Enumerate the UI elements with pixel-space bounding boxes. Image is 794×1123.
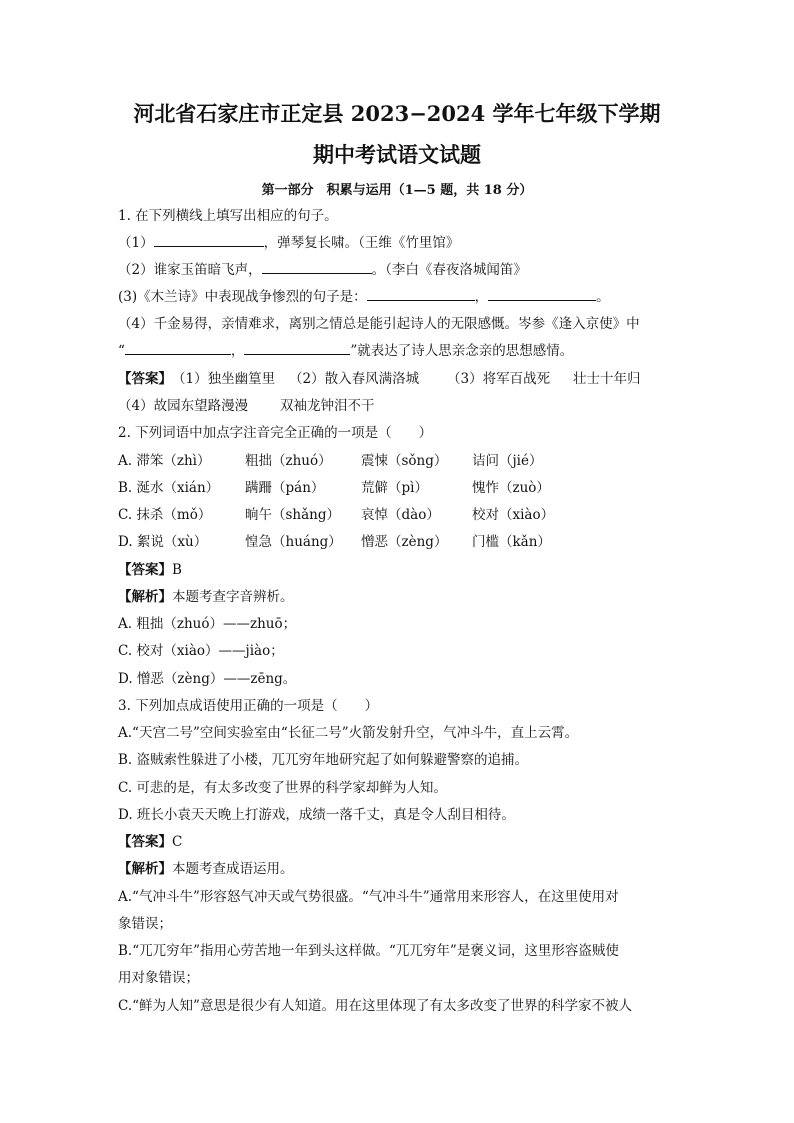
- q2-c-word-1: C. 抹杀（mǒ）: [118, 507, 212, 523]
- q2-d-word-4: 门槛（kǎn）: [472, 534, 551, 550]
- q2-answer-tag: 【答案】: [118, 562, 172, 578]
- q2-note-a: A. 粗拙（zhuó）——zhuō；: [118, 616, 297, 632]
- q2-c-word-2: 晌午（shǎng）: [245, 507, 341, 523]
- title-line-2: 期中考试语文试题: [313, 142, 481, 167]
- q2-note-c: C. 校对（xiào）——jiào；: [118, 643, 284, 659]
- q1-stem: 1. 在下列横线上填写出相应的句子。: [118, 208, 338, 224]
- q1-answer-1: （1）独坐幽篁里: [172, 371, 276, 387]
- q2-b-word-4: 愧怍（zuò）: [472, 480, 550, 496]
- q1-line-3: [118, 288, 610, 306]
- q1-answer-5: （4）故园东望路漫漫: [118, 398, 249, 414]
- q1-answer-3: （3）将军百战死: [447, 371, 551, 387]
- q1-line-4: （4）千金易得，亲情难求，离别之情总是能引起诗人的无限感慨。岑参《逢入京使》中: [118, 316, 640, 332]
- q2-d-word-1: D. 絮说（xù）: [118, 534, 208, 550]
- q3-answer: [118, 833, 182, 851]
- q2-d-word-3: 憎恶（zèng）: [361, 534, 448, 550]
- q3-option-c: C. 可悲的是，有太多改变了世界的科学家却鲜为人知。: [118, 780, 447, 796]
- q3-analysis-tag: 【解析】: [118, 861, 172, 877]
- q2-option-c: [118, 506, 554, 524]
- q1-line-1-prefix: （1）: [118, 235, 154, 251]
- q1-answer-line-2: [118, 397, 375, 415]
- q1-line-2: [118, 261, 527, 279]
- q1-answer-tag: 【答案】: [118, 371, 172, 387]
- q3-explain-line-4: 用对象错误；: [118, 970, 199, 986]
- q2-option-d: [118, 533, 551, 551]
- section-heading: 第一部分 积累与运用（1—5 题，共 18 分）: [261, 183, 533, 198]
- q1-answer-6: 双袖龙钟泪不干: [280, 398, 375, 414]
- q2-note-d: D. 憎恶（zèng）——zēng。: [118, 671, 297, 687]
- q2-analysis-text: 本题考查字音辨析。: [172, 589, 294, 605]
- q1-answer-line-1: [118, 370, 641, 388]
- q2-stem: 2. 下列词语中加点字注音完全正确的一项是（ ）: [118, 425, 433, 441]
- q3-option-d: D. 班长小袁天天晚上打游戏，成绩一落千丈，真是令人刮目相待。: [118, 807, 515, 823]
- q1-answer-4: 壮士十年归: [573, 371, 641, 387]
- q2-a-word-1: A. 滞笨（zhì）: [118, 453, 211, 469]
- q1-line-2-prefix: （2）谁家玉笛暗飞声，: [118, 262, 262, 278]
- q2-option-b: [118, 479, 550, 497]
- q2-b-word-2: 蹒跚（pán）: [245, 480, 325, 496]
- q2-answer-value: B: [172, 562, 182, 578]
- q3-explain-line-2: 象错误；: [118, 916, 172, 932]
- q1-blank-2[interactable]: [262, 261, 372, 274]
- q1-line-3-suffix: 。: [596, 289, 610, 305]
- q3-explain-line-5: C.“鲜为人知”意思是很少有人知道。用在这里体现了有太多改变了世界的科学家不被人: [118, 998, 632, 1014]
- q3-option-b: B. 盗贼索性躲进了小楼，兀兀穷年地研究起了如何躲避警察的追捕。: [118, 752, 529, 768]
- q2-a-word-4: 诘问（jié）: [472, 453, 543, 469]
- q1-line-5: [118, 342, 573, 360]
- q1-line-3-comma: ，: [474, 289, 489, 305]
- q2-c-word-4: 校对（xiào）: [472, 507, 555, 523]
- q2-c-word-3: 哀悼（dào）: [361, 507, 440, 523]
- q1-line-5-suffix: ”就表达了诗人思亲念亲的思想感情。: [350, 343, 574, 359]
- q2-option-a: [118, 452, 543, 470]
- title-line-1: 河北省石家庄市正定县 2023−2024 学年七年级下学期: [133, 101, 661, 126]
- q2-a-word-2: 粗拙（zhuó）: [245, 453, 332, 469]
- q1-blank-3[interactable]: [367, 288, 475, 301]
- q3-analysis: [118, 860, 294, 878]
- q1-line-5-open-quote: “: [118, 343, 125, 359]
- q3-answer-value: C: [172, 834, 183, 850]
- q3-explain-line-1: A.“气冲斗牛”形容怒气冲天或气势很盛。“气冲斗牛”通常用来形容人，在这里使用对: [118, 889, 619, 905]
- q1-line-1-suffix: ，弹琴复长啸。（王维《竹里馆》: [263, 235, 460, 251]
- q1-line-5-comma: ，: [230, 343, 245, 359]
- q1-answer-2: （2）散入春风满洛城: [289, 371, 420, 387]
- q2-analysis: [118, 588, 294, 606]
- q1-blank-5[interactable]: [125, 342, 231, 355]
- q1-blank-6[interactable]: [244, 342, 350, 355]
- q3-analysis-text: 本题考查成语运用。: [172, 861, 294, 877]
- q2-d-word-2: 惶急（huáng）: [245, 534, 342, 550]
- q3-stem: 3. 下列加点成语使用正确的一项是（ ）: [118, 698, 379, 714]
- q3-option-a: A.“天宫二号”空间实验室由“长征二号”火箭发射升空，气冲斗牛，直上云霄。: [118, 725, 579, 741]
- q1-line-1: [118, 234, 459, 252]
- q2-answer: [118, 561, 182, 579]
- q2-a-word-3: 震悚（sǒng）: [361, 453, 448, 469]
- q1-line-3-prefix: (3)《木兰诗》中表现战争惨烈的句子是：: [118, 289, 367, 305]
- q3-explain-line-3: B.“兀兀穷年”指用心劳苦地一年到头这样做。“兀兀穷年”是褒义词，这里形容盗贼使: [118, 943, 619, 959]
- q1-line-2-suffix: 。（李白《春夜洛城闻笛》: [371, 262, 527, 278]
- q2-b-word-1: B. 涎水（xián）: [118, 480, 220, 496]
- q2-b-word-3: 荒僻（pì）: [361, 480, 428, 496]
- q2-analysis-tag: 【解析】: [118, 589, 172, 605]
- q3-answer-tag: 【答案】: [118, 834, 172, 850]
- q1-blank-4[interactable]: [488, 288, 596, 301]
- q1-blank-1[interactable]: [154, 234, 264, 247]
